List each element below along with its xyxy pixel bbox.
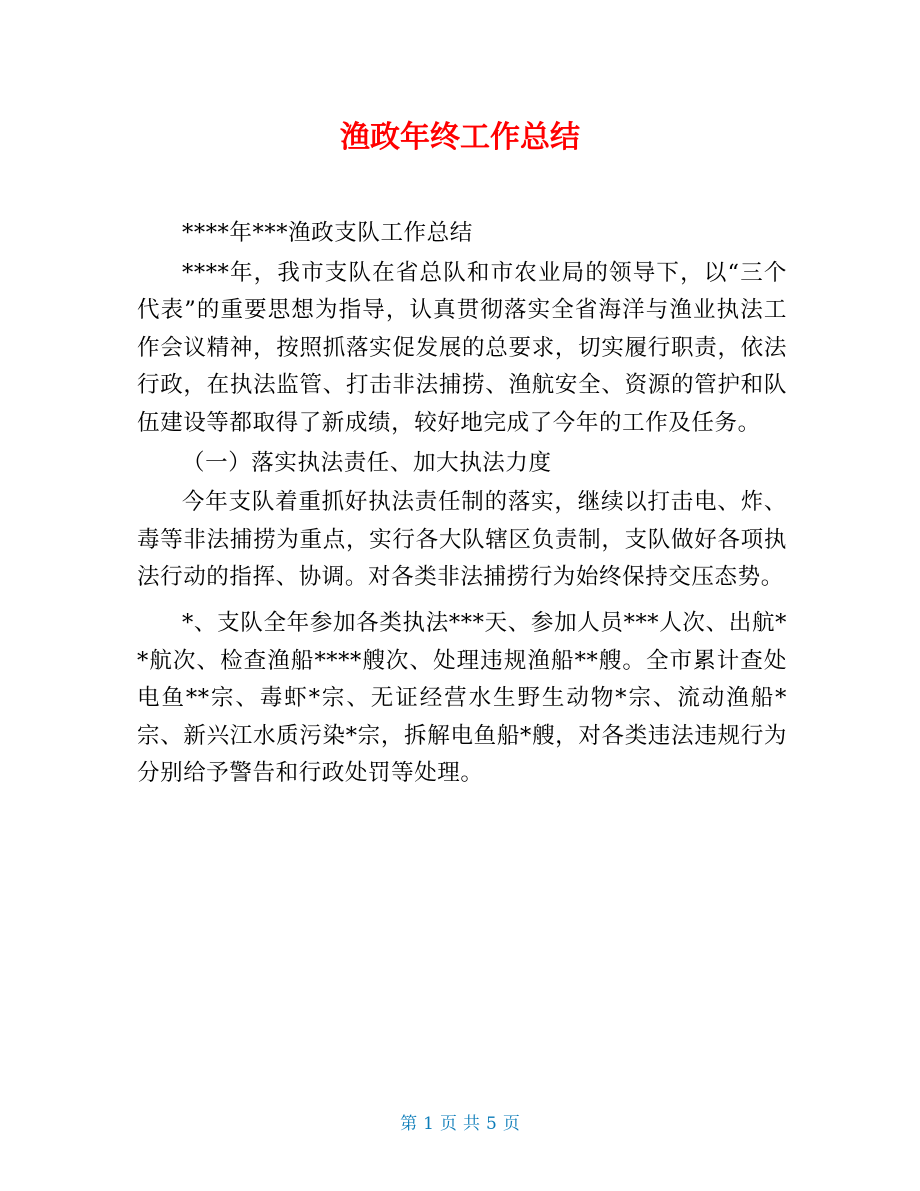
document-body: [137, 215, 787, 795]
paragraph-intro: ****年，我市支队在省总队和市农业局的领导下，以“三个代表”的重要思想为指导，认真贯彻落实全省海洋与渔业执法工作会议精神，按照抓落实促发展的总要求，切实履行职责，依法行政，在执法监管、打击非法捕捞、渔航安全、资源的管护和队伍建设等都取得了新成绩，较好地完成了今年的工作及任务。: [137, 259, 787, 436]
footer-total-pages: 5: [486, 1114, 497, 1134]
paragraph-enforcement: 今年支队着重抓好执法责任制的落实，继续以打击电、炸、毒等非法捕捞为重点，实行各大队辖区负责制，支队做好各项执法行动的指挥、协调。对各类非法捕捞行为始终保持交压态势。: [137, 489, 787, 591]
footer-label-page: 第: [400, 1114, 418, 1134]
section-heading-1: （一）落实执法责任、加大执法力度: [182, 449, 552, 476]
page-footer: [0, 1112, 920, 1136]
footer-label-unit: 页: [440, 1114, 457, 1134]
footer-label-unit-end: 页: [502, 1114, 520, 1134]
footer-label-total: 共: [463, 1114, 480, 1134]
document-title: 渔政年终工作总结: [340, 120, 580, 155]
paragraph-statistics: *、支队全年参加各类执法***天、参加人员***人次、出航**航次、检查渔船****艘次、处理违规渔船**艘。全市累计查处电鱼**宗、毒虾*宗、无证经营水生野生动物*宗、流动渔船*宗、新兴江水质污染*宗，拆解电鱼船*艘，对各类违法违规行为分别给予警告和行政处罚等处理。: [137, 609, 787, 787]
footer-current-page: 1: [423, 1114, 434, 1134]
paragraph-subtitle: ****年***渔政支队工作总结: [182, 220, 473, 246]
